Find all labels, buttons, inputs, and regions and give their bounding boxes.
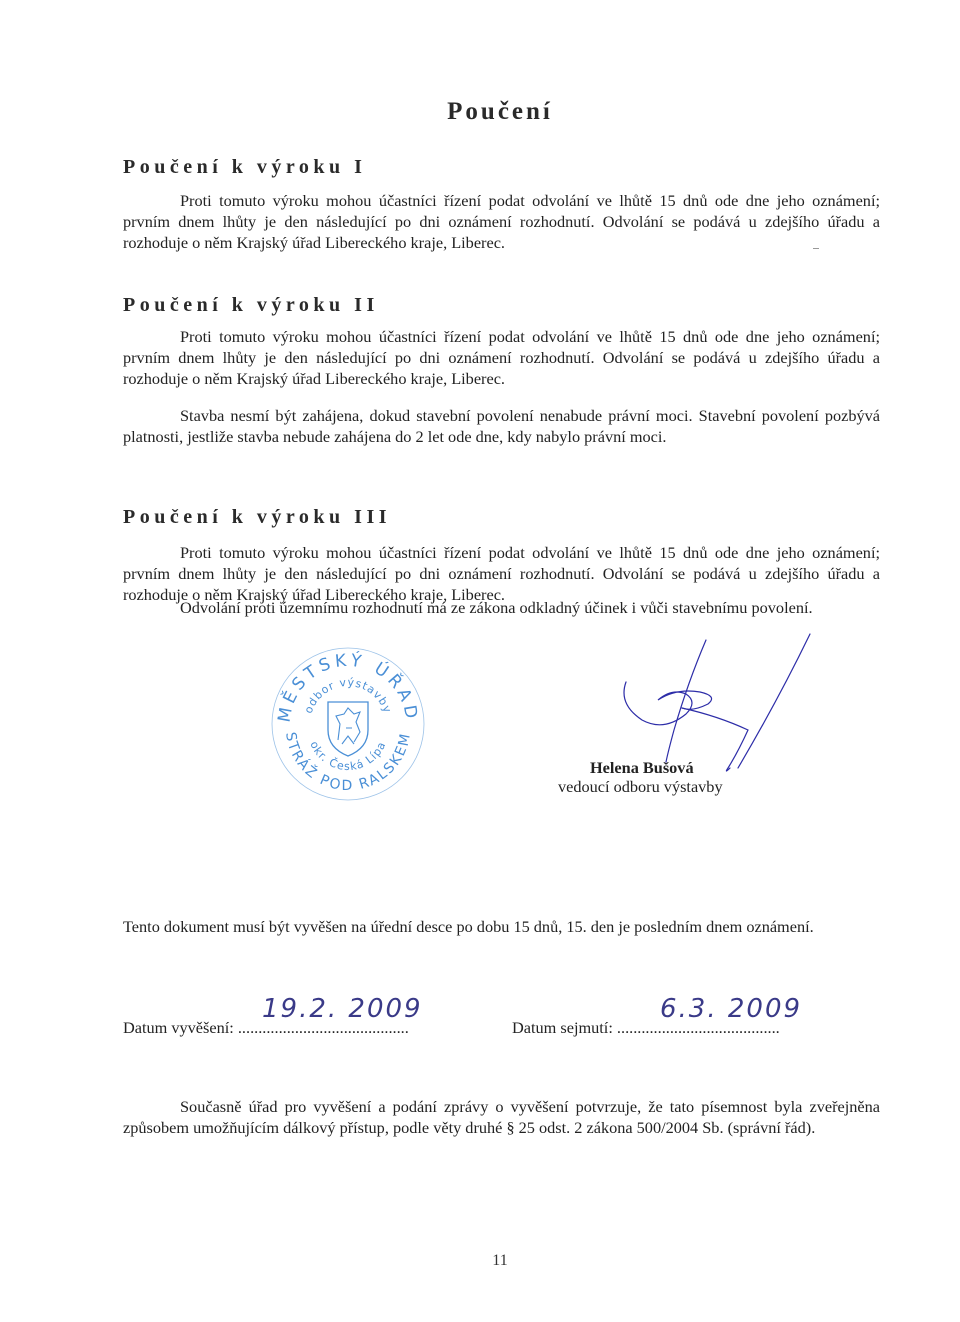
stamp-bottom-text: STRÁŽ POD RALSKEM <box>282 730 415 795</box>
closing-paragraph: Současně úřad pro vyvěšení a podání zprávy o vyvěšení potvrzuje, že tato písemnost byla zveřejněna způsobem umožňujícím dálkový přístup, podle věty druhé § 25 odst. 2 zákona 500/2004 Sb. (správní řád). <box>123 1097 880 1137</box>
section-2-paragraph-1: Proti tomuto výroku mohou účastníci řízení podat odvolání ve lhůtě 15 dnů ode dne jeho oznámení; prvním dnem lhůty je den následující po dni oznámení rozhodnutí. Odvolání se podává u zdejšího úřadu a rozhoduje o něm Krajský úřad Libereckého kraje, Liberec. <box>123 327 880 388</box>
posted-dots: .......................................... <box>237 1018 409 1037</box>
stamp-outer-text: MĚSTSKÝ ÚŘAD <box>274 650 422 724</box>
scan-mark <box>813 248 819 249</box>
section-heading-1: Poučení k výroku I <box>123 156 367 178</box>
stamp-lower-text: okr. Česká Lípa <box>307 739 389 774</box>
posting-notice: Tento dokument musí být vyvěšen na úřední desce po dobu 15 dnů, 15. den je posledním dnem oznámení. <box>123 917 814 936</box>
signer-name: Helena Bušová <box>590 758 694 777</box>
removed-label: Datum sejmutí: <box>512 1018 613 1037</box>
removed-date-value: 6.3. 2009 <box>660 994 803 1024</box>
coat-of-arms-icon <box>328 702 368 756</box>
handwritten-signature <box>588 612 838 782</box>
official-stamp <box>268 644 428 804</box>
signer-role: vedoucí odboru výstavby <box>558 777 723 796</box>
section-3-paragraph-1: Proti tomuto výroku mohou účastníci řízení podat odvolání ve lhůtě 15 dnů ode dne jeho oznámení; prvním dnem lhůty je den následující po dni oznámení rozhodnutí. Odvolání se podává u zdejšího úřadu a rozhoduje o něm Krajský úřad Libereckého kraje, Liberec. <box>123 543 880 604</box>
removed-dots: ........................................ <box>616 1018 780 1037</box>
page-number: 11 <box>492 1252 508 1269</box>
stamp-inner-text: odbor výstavby <box>301 675 395 716</box>
section-3-paragraph-2: Odvolání proti územnímu rozhodnutí má ze zákona odkladný účinek i vůči stavebnímu povolení. <box>180 598 813 617</box>
section-heading-2: Poučení k výroku II <box>123 294 379 316</box>
posted-date-value: 19.2. 2009 <box>262 994 423 1024</box>
section-2-paragraph-2: Stavba nesmí být zahájena, dokud stavební povolení nenabude právní moci. Stavební povolení pozbývá platnosti, jestliže stavba nebude zahájena do 2 let ode dne, kdy nabylo právní moci. <box>123 406 880 446</box>
section-heading-3: Poučení k výroku III <box>123 506 392 528</box>
document-title: Poučení <box>447 98 553 125</box>
posted-label: Datum vyvěšení: <box>123 1018 234 1037</box>
section-1-paragraph-1: Proti tomuto výroku mohou účastníci řízení podat odvolání ve lhůtě 15 dnů ode dne jeho oznámení; prvním dnem lhůty je den následující po dni oznámení rozhodnutí. Odvolání se podává u zdejšího úřadu a rozhoduje o něm Krajský úřad Libereckého kraje, Liberec. <box>123 191 880 252</box>
